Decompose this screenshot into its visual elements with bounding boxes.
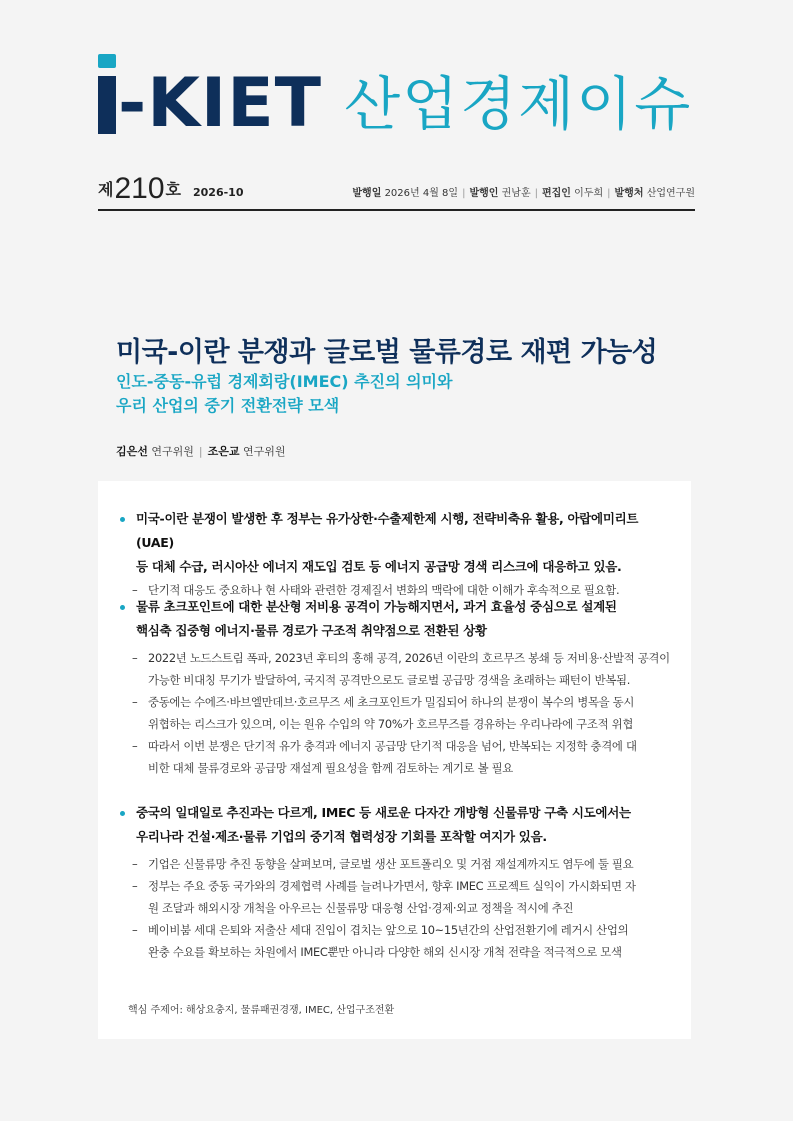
summary-box	[98, 481, 691, 1039]
summary-heading: 물류 초크포인트에 대한 분산형 저비용 공격이 가능해지면서, 과거 효율성 중심으로 설계된 핵심축 집중형 에너지·물류 경로가 구조적 취약점으로 전환된 상황	[120, 595, 676, 643]
subtitle-line: 우리 산업의 중기 전환전략 모색	[116, 396, 340, 415]
summary-section	[120, 801, 676, 963]
author-name: 조은교	[207, 445, 240, 458]
report-title: 미국-이란 분쟁과 글로벌 물류경로 재편 가능성	[116, 337, 658, 368]
subtitle-line: 인도-중동-유럽 경제회랑(IMEC) 추진의 의미와	[116, 372, 453, 391]
publisher-label: 발행인	[469, 188, 499, 199]
summary-item: – 베이비붐 세대 은퇴와 저출산 세대 진입이 겹치는 앞으로 10~15년간의 산업전환기에 레거시 산업의 완충 수요를 확보하는 차원에서 IMEC뿐만 아니라 다양한 해외 신시장 개척 전략을 적극적으로 모색	[132, 923, 629, 959]
report-subtitle	[116, 370, 452, 418]
editor-label: 편집인	[541, 188, 571, 199]
logo-kiet-text: -KIET	[118, 64, 323, 143]
published-value: 2026년 4월 8일	[384, 188, 459, 199]
bullet-dot-icon	[120, 517, 125, 522]
author-role: 연구위원	[151, 445, 194, 458]
published-label: 발행일	[352, 188, 382, 199]
logo-korean-title: 산업경제이슈	[344, 70, 693, 138]
issue-date: 2026-10	[193, 186, 244, 199]
issue-header	[98, 168, 695, 204]
publisher-value: 권남훈	[501, 188, 531, 199]
issue-suffix: 호	[165, 180, 181, 199]
bullet-dot-icon	[120, 605, 125, 610]
keywords: 핵심 주제어: 해상요충지, 물류패권경쟁, IMEC, 산업구조전환	[128, 1005, 395, 1016]
summary-item: – 따라서 이번 분쟁은 단기적 유가 충격과 에너지 공급망 단기적 대응을 넘어, 반복되는 지정학 충격에 대 비한 대체 물류경로와 공급망 재설계 필요성을 함께 검토하는 계기로 볼 필요	[132, 739, 637, 775]
ikiet-logo	[98, 54, 693, 143]
editor-value: 이두희	[574, 188, 604, 199]
issuer-value: 산업연구원	[646, 188, 695, 199]
publication-meta: 발행일 2026년 4월 8일 | 발행인 권남훈 | 편집인 이두희 | 발행처 산업연구원	[352, 188, 695, 199]
author-role: 연구위원	[243, 445, 286, 458]
header-divider	[98, 209, 695, 211]
summary-heading: 중국의 일대일로 추진과는 다르게, IMEC 등 새로운 다자간 개방형 신물류망 구축 시도에서는 우리나라 건설·제조·물류 기업의 중기적 협력성장 기회를 포착할 여지가 있음.	[120, 801, 676, 849]
summary-section	[120, 595, 676, 779]
issuer-label: 발행처	[614, 188, 644, 199]
logo-i-stem	[98, 76, 116, 134]
summary-item: – 중동에는 수에즈·바브엘만데브·호르무즈 세 초크포인트가 밀집되어 하나의 분쟁이 복수의 병목을 동시 위협하는 리스크가 있으며, 이는 원유 수입의 약 70%가 호르무즈를 경유하는 우리나라에 구조적 위협	[132, 695, 635, 731]
author-name: 김은선	[116, 445, 148, 458]
summary-heading: 미국-이란 분쟁이 발생한 후 정부는 유가상한·수출제한제 시행, 전략비축유 활용, 아랍에미리트(UAE) 등 대체 수급, 러시아산 에너지 재도입 검토 등 에너지 공급망 경색 리스크에 대응하고 있음.	[120, 507, 676, 579]
issue-prefix: 제	[98, 180, 114, 199]
summary-item: – 단기적 대응도 중요하나 현 사태와 관련한 경제질서 변화의 맥락에 대한 이해가 후속적으로 필요함.	[132, 583, 620, 597]
issue-number: 210	[114, 172, 165, 205]
summary-section	[120, 507, 676, 601]
bullet-dot-icon	[120, 811, 125, 816]
issue-number-group	[98, 174, 244, 204]
logo-i-dot	[98, 54, 116, 68]
summary-item: – 정부는 주요 중동 국가와의 경제협력 사례를 늘려나가면서, 향후 IMEC 프로젝트 실익이 가시화되면 자 원 조달과 해외시장 개척을 아우르는 신물류망 대응형 산업·경제·외교 정책을 적시에 추진	[132, 879, 636, 915]
authors: 김은선 연구위원 | 조은교 연구위원	[116, 445, 286, 458]
summary-item: – 기업은 신물류망 추진 동향을 살펴보며, 글로벌 생산 포트폴리오 및 거점 재설계까지도 염두에 둘 필요	[132, 857, 634, 871]
logo-i-mark	[98, 54, 116, 136]
summary-item: – 2022년 노드스트림 폭파, 2023년 후티의 홍해 공격, 2026년 이란의 호르무즈 봉쇄 등 저비용·산발적 공격이 가능한 비대칭 무기가 발달하여, 국지적 공격만으로도 글로벌 공급망 경색을 초래하는 패턴이 반복됨.	[132, 651, 670, 687]
